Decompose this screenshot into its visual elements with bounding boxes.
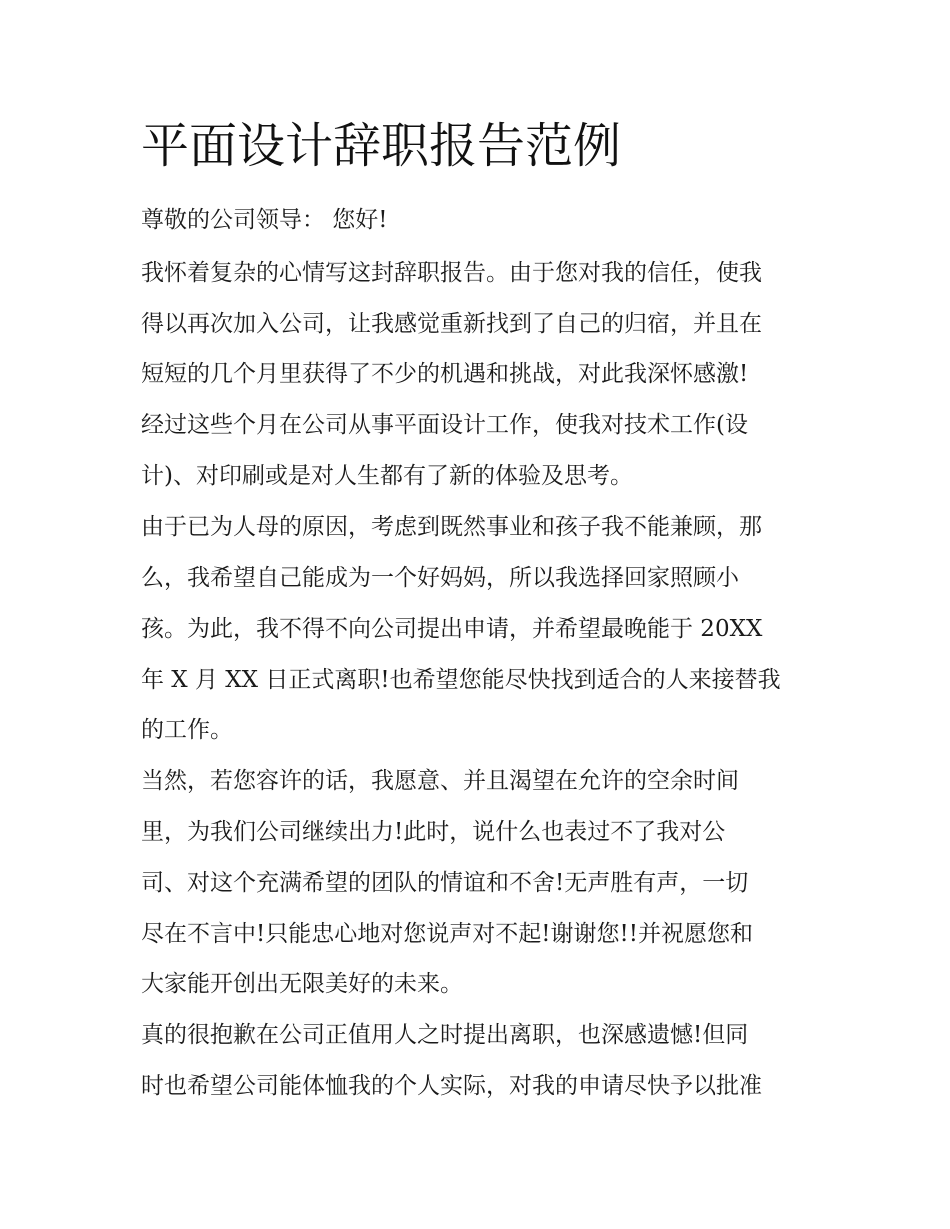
salutation-line: 尊敬的公司领导： 您好! bbox=[141, 207, 388, 233]
body-line: 我怀着复杂的心情写这封辞职报告。由于您对我的信任，使我 bbox=[141, 260, 762, 286]
body-line: 当然，若您容许的话，我愿意、并且渴望在允许的空余时间 bbox=[141, 768, 739, 794]
body-line: 经过这些个月在公司从事平面设计工作，使我对技术工作(设 bbox=[141, 412, 748, 438]
body-line: 尽在不言中!只能忠心地对您说声对不起!谢谢您!!并祝愿您和 bbox=[141, 921, 753, 947]
body-line: 的工作。 bbox=[141, 717, 233, 743]
body-line: 司、对这个充满希望的团队的情谊和不舍!无声胜有声，一切 bbox=[141, 870, 749, 896]
body-line: 得以再次加入公司，让我感觉重新找到了自己的归宿，并且在 bbox=[141, 311, 762, 337]
body-line: 么，我希望自己能成为一个好妈妈，所以我选择回家照顾小 bbox=[141, 565, 739, 591]
body-line: 真的很抱歉在公司正值用人之时提出离职，也深感遗憾!但同 bbox=[141, 1022, 749, 1048]
body-line: 由于已为人母的原因，考虑到既然事业和孩子我不能兼顾，那 bbox=[141, 514, 762, 540]
body-line: 时也希望公司能体恤我的个人实际，对我的申请尽快予以批准 bbox=[141, 1073, 762, 1099]
body-line: 孩。为此，我不得不向公司提出申请，并希望最晚能于 20XX bbox=[141, 616, 763, 642]
body-line: 计)、对印刷或是对人生都有了新的体验及思考。 bbox=[141, 463, 633, 489]
body-line: 年 X 月 XX 日正式离职!也希望您能尽快找到适合的人来接替我 bbox=[141, 667, 781, 693]
body-line: 里，为我们公司继续出力!此时，说什么也表过不了我对公 bbox=[141, 819, 726, 845]
body-line: 短短的几个月里获得了不少的机遇和挑战，对此我深怀感激! bbox=[141, 361, 749, 387]
body-line: 大家能开创出无限美好的未来。 bbox=[141, 971, 463, 997]
document-title: 平面设计辞职报告范例 bbox=[141, 118, 622, 174]
